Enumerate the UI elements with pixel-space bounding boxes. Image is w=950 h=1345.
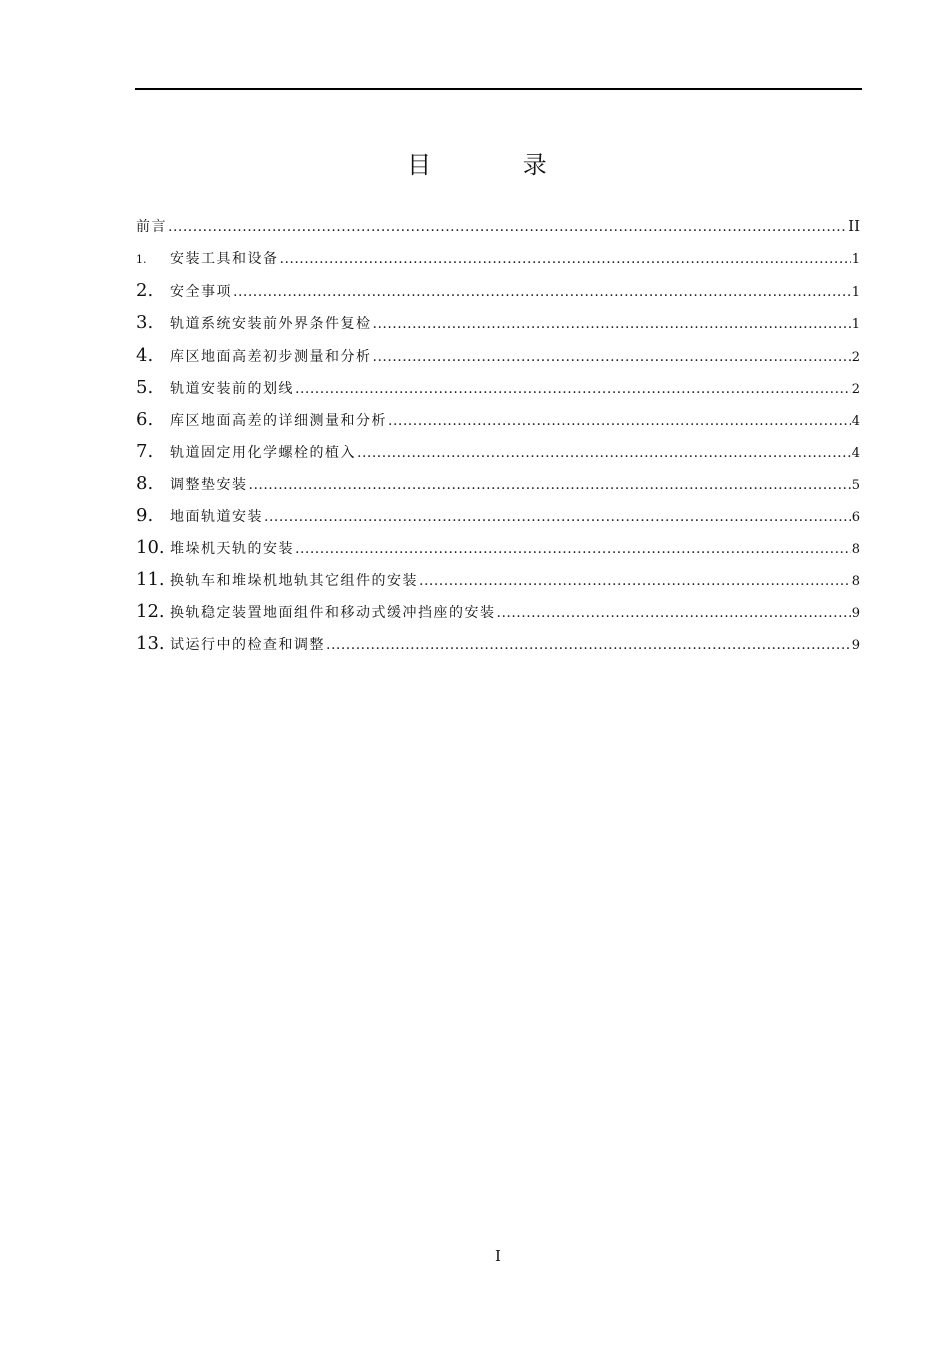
- toc-entry-label: 库区地面高差的详细测量和分析: [170, 413, 387, 429]
- toc-leader-dots: [233, 284, 851, 300]
- toc-entry-label: 库区地面高差初步测量和分析: [170, 349, 372, 365]
- toc-entry-number: 11.: [136, 569, 165, 590]
- toc-entry-2[interactable]: [136, 280, 860, 306]
- toc-entry-page: 1: [851, 317, 860, 332]
- toc-leader-dots: [249, 477, 851, 493]
- toc-entry-label: 换轨车和堆垛机地轨其它组件的安装: [170, 573, 418, 589]
- toc-entry-label: 前言: [136, 219, 167, 235]
- toc-entry-label: 堆垛机天轨的安装: [170, 541, 294, 557]
- toc-leader-dots: [295, 381, 851, 397]
- toc-leader-dots: [264, 509, 851, 525]
- toc-entry-number: 7.: [136, 441, 154, 462]
- toc-entry-number: 12.: [136, 601, 165, 622]
- toc-entry-label: 轨道系统安装前外界条件复检: [170, 316, 372, 332]
- toc-entry-6[interactable]: [136, 409, 860, 435]
- toc-entry-label: 轨道固定用化学螺栓的植入: [170, 445, 356, 461]
- toc-entry-number: 3.: [136, 312, 154, 333]
- toc-entry-number: 9.: [136, 505, 154, 526]
- toc-entry-number: 1.: [136, 253, 147, 266]
- toc-leader-dots: [497, 605, 851, 621]
- toc-entry-number: 8.: [136, 473, 154, 494]
- toc-entry-page: 9: [851, 638, 860, 653]
- toc-entry-preface[interactable]: [136, 216, 860, 242]
- toc-entry-label: 调整垫安装: [170, 477, 248, 493]
- toc-entry-label: 试运行中的检查和调整: [170, 637, 325, 653]
- toc-entry-number: 5.: [136, 377, 154, 398]
- toc-entry-number: 13.: [136, 633, 165, 654]
- toc-entry-label: 安装工具和设备: [170, 251, 279, 267]
- toc-entry-5[interactable]: [136, 377, 860, 403]
- toc-entry-12[interactable]: [136, 601, 860, 627]
- toc-leader-dots: [373, 349, 851, 365]
- footer-page-number: I: [495, 1247, 501, 1265]
- toc-entry-number: 4.: [136, 345, 154, 366]
- toc-entry-page: 2: [851, 382, 860, 397]
- toc-entry-7[interactable]: [136, 441, 860, 467]
- toc-entry-label: 换轨稳定装置地面组件和移动式缓冲挡座的安装: [170, 605, 496, 621]
- toc-entry-label: 轨道安装前的划线: [170, 381, 294, 397]
- toc-leader-dots: [295, 541, 851, 557]
- toc-entry-number: 2.: [136, 280, 154, 301]
- toc-leader-dots: [357, 445, 851, 461]
- toc-entry-page: 8: [851, 542, 860, 557]
- toc-entry-page: 4: [851, 414, 860, 429]
- toc-entry-9[interactable]: [136, 505, 860, 531]
- toc-entry-number: 10.: [136, 537, 165, 558]
- toc-entry-page: 4: [851, 446, 860, 461]
- toc-entry-page: II: [848, 217, 860, 235]
- toc-entry-label: 安全事项: [170, 284, 232, 300]
- toc-leader-dots: [326, 637, 851, 653]
- toc-entry-label: 地面轨道安装: [170, 509, 263, 525]
- header-rule: [135, 88, 862, 90]
- toc-entry-page: 6: [851, 510, 860, 525]
- page-title: 目 录: [407, 151, 589, 179]
- toc-entry-1[interactable]: [136, 248, 860, 274]
- toc-entry-4[interactable]: [136, 345, 860, 371]
- toc-entry-page: 8: [851, 574, 860, 589]
- toc-entry-8[interactable]: [136, 473, 860, 499]
- toc-entry-3[interactable]: [136, 312, 860, 338]
- toc-entry-13[interactable]: [136, 633, 860, 659]
- toc-leader-dots: [388, 413, 851, 429]
- toc-leader-dots: [168, 219, 847, 235]
- toc-leader-dots: [373, 316, 851, 332]
- toc-entry-page: 1: [851, 252, 860, 267]
- toc-entry-page: 5: [851, 478, 860, 493]
- toc-leader-dots: [280, 251, 851, 267]
- toc-entry-page: 9: [851, 606, 860, 621]
- toc-entry-page: 1: [851, 285, 860, 300]
- toc-entry-10[interactable]: [136, 537, 860, 563]
- toc-leader-dots: [419, 573, 851, 589]
- toc-entry-number: 6.: [136, 409, 154, 430]
- toc-entry-11[interactable]: [136, 569, 860, 595]
- toc-entry-page: 2: [851, 350, 860, 365]
